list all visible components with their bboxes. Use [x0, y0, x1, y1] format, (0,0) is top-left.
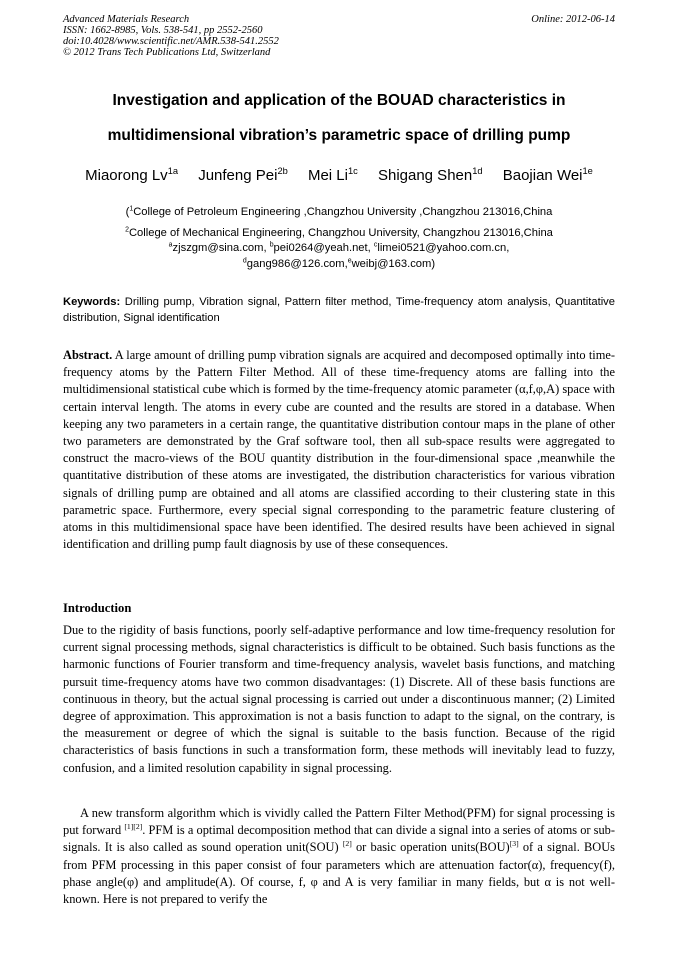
- intro-paragraph-1: Due to the rigidity of basis functions, poorly self-adaptive performance and low time-frequency resolution for current signal processing methods, signal characteristics is difficult to be obtained. Such basis functions as the harmonic functions of Fourier transform and time-frequency analysis, wavelet basis functions, and matching pursuit time-frequency atoms have two common disadvantages: (1) Discrete. All of these basis functions are continuous in theory, but the actual signal processing is carried out under a discontinuous manner; (2) Limited degree of approximation. This approximation is not a basis function to adapt to the signal, on the contrary, is the measurement or degree of which the signal is suitable to the basis function. Because of the rigid characteristics of basis functions in such a transformation form, these methods will inevitably lead to fuzzy, confusion, and a limited resolution capability in signal processing.: [63, 623, 615, 775]
- keywords-text: Drilling pump, Vibration signal, Pattern filter method, Time-frequency atom analysis, Quantitative distribution, Signal identification: [63, 296, 615, 324]
- paper-title-line-1: Investigation and application of the BOUAD characteristics in: [112, 92, 566, 109]
- author-emails-line-2: $^d$gang986@126.com,$^e$weibj@163.com): [242, 257, 436, 270]
- citation: [2]: [342, 839, 352, 849]
- abstract-label: Abstract.: [63, 348, 113, 362]
- abstract-text: A large amount of drilling pump vibration signals are acquired and decomposed optimally into time-frequency atoms by the Pattern Filter Method. All of these time-frequency atoms are falling into the multidimensional statistical cube which is formed by the time-frequency atomic parameter (α,f,φ,A) space with certain interval length. The atoms in every cube are counted and the results are stored in a database. When keeping any two parameters in a certain range, the quantitative distribution contour maps in the plane of other two parameters are demonstrated by the Graf software tool, then all sub-space results were aggregated to construct the macro-views of the BOU quantity distribution in the four-dimensional space ,meanwhile the quantitative distribution of these atoms are investigated, the distribution characteristics for various vibration signals of drilling pump are obtained and all atoms are classified according to their clustering state in this parametric space. Furthermore, every special signal corresponding to the parametric feature clustering of atoms in this multidimensional space have been identified. The desired results have been achieved in signal identification and drilling pump fault diagnosis by use of these consequences.: [63, 348, 615, 552]
- author: Junfeng Pei$^{2b}$: [198, 166, 288, 184]
- intro-paragraph-2: A new transform algorithm which is vividly called the Pattern Filter Method(PFM) for signal processing is put forward [1][2]. PFM is a optimal decomposition method that can divide a signal into a series of atoms or sub-signals. It is also called as sound operation unit(SOU) [2] or basic operation units(BOU)[3] of a signal. BOUs from PFM processing in this paper consist of four parameters which are attenuation factor(α), frequency(f), phase angle(φ) and amplitude(A). Of course, f, φ and A is very familiar in many fields, but α is not well-known. Here is not prepared to verify the: [63, 806, 615, 907]
- online-date: Online: 2012-06-14: [531, 14, 615, 25]
- citation: [3]: [509, 839, 519, 849]
- author: Miaorong $Lv^{1a}$: [85, 166, 179, 184]
- author: Baojian Wei$^{1e}$: [502, 166, 593, 184]
- author-list: [40, 167, 638, 184]
- author-emails-line-1: $^a$zjszgm@sina.com, $^b$pei0264@yeah.net, $^c$limei0521@yahoo.com.cn,: [168, 241, 510, 254]
- paper-title-line-2: multidimensional vibration’s parametric space of drilling pump: [107, 127, 571, 144]
- introduction-heading: Introduction: [63, 601, 132, 615]
- doi-line: doi:10.4028/www.scientific.net/AMR.538-541.2552: [63, 36, 279, 47]
- issn-line: ISSN: 1662-8985, Vols. 538-541, pp 2552-2560: [63, 25, 263, 36]
- affiliation-2: $^2$College of Mechanical Engineering, Changzhou University, Changzhou 213016,China: [125, 226, 553, 239]
- copyright-line: © 2012 Trans Tech Publications Ltd, Switzerland: [63, 47, 271, 58]
- affiliation-1: ($^1$College of Petroleum Engineering ,Changzhou University ,Changzhou 213016,China: [125, 205, 553, 218]
- author: Mei $Li^{1c}$: [307, 166, 358, 184]
- journal-name: Advanced Materials Research: [63, 14, 190, 25]
- abstract: [63, 347, 615, 553]
- journal-header: [63, 14, 615, 58]
- author: Shigang Shen$^{1d}$: [377, 166, 483, 184]
- citation: [1][2]: [124, 822, 143, 832]
- keywords: [63, 294, 615, 326]
- keywords-label: Keywords:: [63, 296, 121, 308]
